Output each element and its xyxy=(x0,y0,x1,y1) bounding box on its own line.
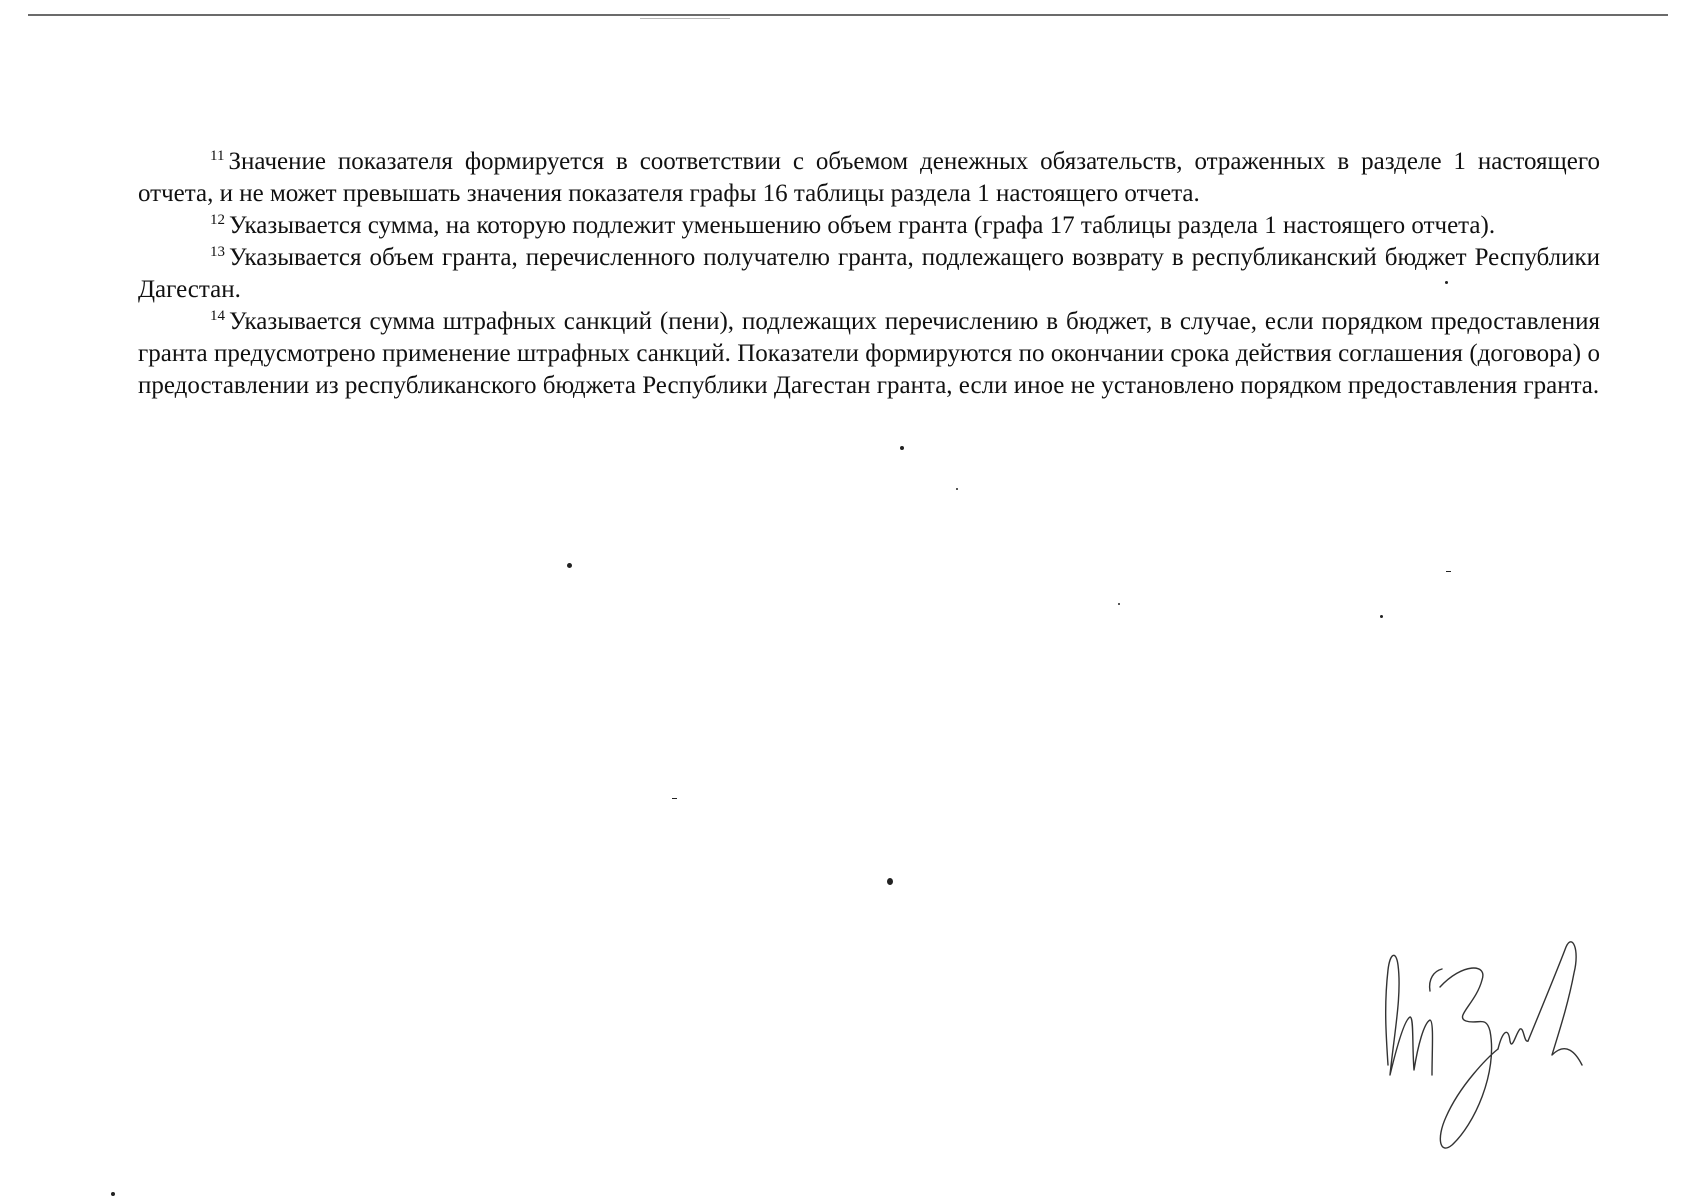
footnote-text: Указывается объем гранта, перечисленного получателю гранта, подлежащего возврату в республиканский бюджет Республики Дагестан. xyxy=(138,244,1600,303)
footnote-13 xyxy=(138,242,1600,306)
scan-speck xyxy=(1445,281,1448,284)
footnote-marker: 11 xyxy=(210,147,225,164)
scan-speck xyxy=(672,798,677,799)
footnote-11 xyxy=(138,146,1600,210)
scan-speck xyxy=(1380,615,1383,618)
scan-speck xyxy=(1118,603,1120,605)
top-border-mark xyxy=(640,18,730,19)
scan-speck xyxy=(1446,571,1451,572)
scan-speck xyxy=(887,878,893,885)
footnotes-section xyxy=(138,146,1600,402)
scan-speck xyxy=(900,446,904,450)
scan-speck xyxy=(567,563,572,568)
signature xyxy=(1370,925,1600,1160)
footnote-marker: 14 xyxy=(210,307,225,324)
scan-speck xyxy=(111,1192,115,1196)
footnote-14 xyxy=(138,306,1600,402)
scan-speck xyxy=(956,488,958,490)
top-border-line xyxy=(28,14,1668,16)
footnote-12 xyxy=(138,210,1600,242)
footnote-marker: 12 xyxy=(210,211,225,228)
footnote-text: Указывается сумма штрафных санкций (пени), подлежащих перечислению в бюджет, в случае, если порядком предоставления гранта предусмотрено применение штрафных санкций. Показатели формируются по окончании срока действия соглашения (договора) о предоставлении из республиканского бюджета Республики Дагестан гранта, если иное не установлено порядком предоставления гранта. xyxy=(138,308,1600,399)
footnote-text: Указывается сумма, на которую подлежит уменьшению объем гранта (графа 17 таблицы раздела 1 настоящего отчета). xyxy=(229,212,1496,239)
footnote-text: Значение показателя формируется в соответствии с объемом денежных обязательств, отраженных в разделе 1 настоящего отчета, и не может превышать значения показателя графы 16 таблицы раздела 1 настоящего отчета. xyxy=(138,148,1600,207)
footnote-marker: 13 xyxy=(210,243,225,260)
